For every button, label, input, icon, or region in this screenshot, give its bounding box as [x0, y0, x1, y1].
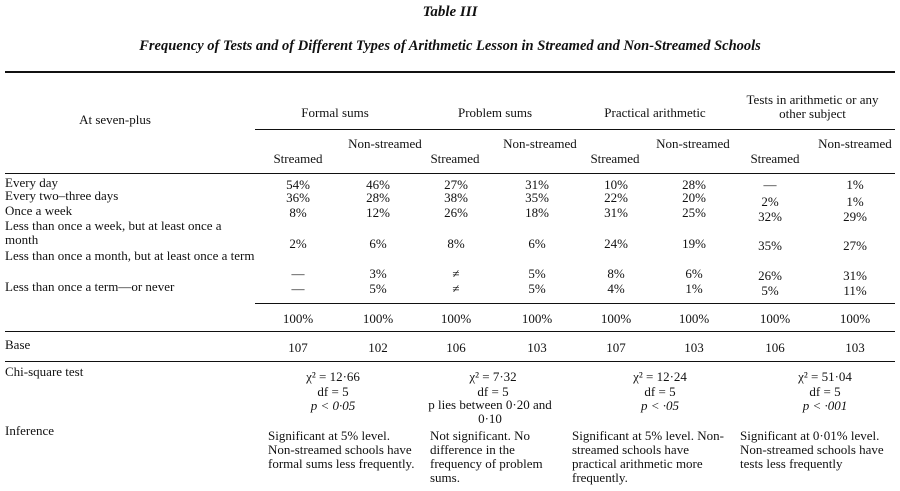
table-cell: 20% [682, 190, 706, 205]
table-cell: 31% [843, 268, 867, 283]
base-cell: 106 [765, 340, 785, 355]
base-cell: 107 [606, 340, 626, 355]
chi-value: χ² = 51·04 [798, 369, 852, 384]
chi-value: χ² = 12·66 [306, 369, 360, 384]
table-cell: 6% [528, 236, 546, 251]
group-header-problem-sums: Problem sums [457, 105, 533, 120]
table-cell: 35% [525, 190, 549, 205]
table-cell: 31% [525, 177, 549, 192]
row-label: Less than once a week, but at least once a month [5, 218, 222, 247]
chi-df: df = 5 [317, 384, 349, 399]
table-cell: 10% [604, 177, 628, 192]
stub-header: At seven-plus [79, 112, 151, 127]
row-label: Every two–three days [5, 188, 119, 203]
total-cell: 100% [600, 311, 632, 326]
group-header-tests: Tests in arithmetic or any other subject [746, 92, 879, 121]
inference-text: Not significant. No difference in the frequency of problem sums. [430, 428, 543, 485]
table-cell: 32% [758, 209, 782, 224]
subheader-non-streamed: Non-streamed [656, 136, 730, 151]
total-cell: 100% [282, 311, 314, 326]
total-cell: 100% [678, 311, 710, 326]
table-cell: 1% [685, 281, 703, 296]
row-label: Less than once a month, but at least once a term [5, 248, 255, 263]
top-rule [5, 71, 895, 73]
table-cell: 2% [289, 236, 307, 251]
subheader-streamed: Streamed [273, 151, 323, 166]
totals-rule [5, 331, 895, 332]
subheader-streamed: Streamed [590, 151, 640, 166]
table-cell: 5% [369, 281, 387, 296]
table-cell: 5% [528, 266, 546, 281]
base-cell: 103 [845, 340, 865, 355]
table-cell: 4% [607, 281, 625, 296]
table-cell: 5% [528, 281, 546, 296]
total-cell: 100% [362, 311, 394, 326]
table-cell: 54% [286, 177, 310, 192]
table-cell: 29% [843, 209, 867, 224]
table-cell: 2% [761, 194, 779, 209]
table-subtitle: Frequency of Tests and of Different Types of Arithmetic Lesson in Streamed and Non-Streamed Schools [139, 38, 761, 54]
inference-text: Significant at 5% level. Non-streamed schools have practical arithmetic more frequently. [572, 428, 724, 485]
table-cell: 8% [447, 236, 465, 251]
table-title: Table III [422, 4, 478, 20]
base-cell: 102 [368, 340, 388, 355]
table-cell: 5% [761, 283, 779, 298]
group-header-formal-sums: Formal sums [301, 105, 369, 120]
chi-df: df = 5 [644, 384, 676, 399]
total-cell: 100% [759, 311, 791, 326]
table-cell: ≠ [452, 266, 460, 281]
base-label: Base [5, 337, 31, 352]
table-cell: 12% [366, 205, 390, 220]
inference-text: Significant at 0·01% level. Non-streamed schools have tests less frequently [740, 428, 884, 471]
body-rule [255, 303, 895, 304]
header-rule [255, 129, 895, 130]
chi-df: df = 5 [477, 384, 509, 399]
chi-p: p < ·001 [802, 398, 848, 413]
table-cell: — [291, 281, 305, 296]
total-cell: 100% [839, 311, 871, 326]
table-cell: — [291, 266, 305, 281]
base-cell: 103 [527, 340, 547, 355]
total-cell: 100% [440, 311, 472, 326]
table-cell: 19% [682, 236, 706, 251]
table-cell: 22% [604, 190, 628, 205]
base-rule [5, 361, 895, 362]
table-cell: 36% [286, 190, 310, 205]
table-cell: 26% [444, 205, 468, 220]
table-cell: 38% [444, 190, 468, 205]
chi-p: p lies between 0·20 and 0·10 [428, 397, 552, 426]
chi-p: p < 0·05 [310, 398, 356, 413]
table-cell: 26% [758, 268, 782, 283]
subheader-rule [5, 173, 895, 174]
table-cell: 18% [525, 205, 549, 220]
subheader-streamed: Streamed [430, 151, 480, 166]
chi-value: χ² = 7·32 [469, 369, 517, 384]
table-cell: 3% [369, 266, 387, 281]
base-cell: 107 [288, 340, 308, 355]
group-header-practical-arithmetic: Practical arithmetic [604, 105, 706, 120]
table-cell: — [763, 177, 777, 192]
table-cell: 11% [843, 283, 867, 298]
table-cell: 8% [607, 266, 625, 281]
table-cell: 6% [685, 266, 703, 281]
subheader-streamed: Streamed [750, 151, 800, 166]
table-cell: 1% [846, 194, 864, 209]
row-label: Every day [5, 175, 59, 190]
inference-text: Significant at 5% level. Non-streamed schools have formal sums less frequently. [268, 428, 415, 471]
table-cell: 6% [369, 236, 387, 251]
table-cell: 46% [366, 177, 390, 192]
table-cell: 24% [604, 236, 628, 251]
row-label: Once a week [5, 203, 73, 218]
chi-value: χ² = 12·24 [633, 369, 687, 384]
subheader-non-streamed: Non-streamed [348, 136, 422, 151]
table-cell: 35% [758, 238, 782, 253]
subheader-non-streamed: Non-streamed [818, 136, 892, 151]
table-cell: 27% [843, 238, 867, 253]
subheader-non-streamed: Non-streamed [503, 136, 577, 151]
table-cell: 28% [682, 177, 706, 192]
table-cell: 25% [682, 205, 706, 220]
total-cell: 100% [521, 311, 553, 326]
base-cell: 106 [446, 340, 466, 355]
table-cell: 8% [289, 205, 307, 220]
chi-p: p < ·05 [640, 398, 680, 413]
table-cell: 27% [444, 177, 468, 192]
chi-square-label: Chi-square test [5, 364, 84, 379]
table-cell: ≠ [452, 281, 460, 296]
row-label: Less than once a term—or never [5, 279, 175, 294]
table-cell: 28% [366, 190, 390, 205]
inference-label: Inference [5, 423, 55, 438]
table-cell: 31% [604, 205, 628, 220]
table-cell: 1% [846, 177, 864, 192]
chi-df: df = 5 [809, 384, 841, 399]
base-cell: 103 [684, 340, 704, 355]
